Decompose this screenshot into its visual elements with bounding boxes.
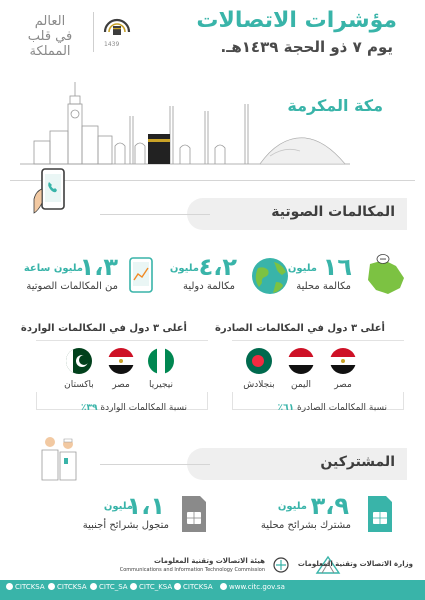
footer-handle-1[interactable] (6, 583, 45, 591)
incoming-note-label: نسبة المكالمات الواردة (100, 403, 187, 413)
footer-handle-4[interactable] (130, 583, 172, 591)
footer-handle-2[interactable] (48, 583, 87, 591)
logo-caption-line-2: في قلب (27, 29, 73, 44)
incoming-rule (36, 340, 208, 341)
roaming-subscribers-desc: متجول بشرائح أجنبية (82, 520, 169, 531)
incoming-country-3: باكستان (64, 380, 94, 390)
footer-handle-text: CITCKSA (183, 583, 213, 591)
yemen-flag-icon (288, 348, 314, 374)
sim-card-icon (180, 494, 208, 534)
social-icon (174, 583, 181, 590)
pilgrim-icon (34, 432, 86, 484)
pakistan-flag-icon (66, 348, 92, 374)
globe-icon (220, 583, 227, 590)
logo-caption (10, 14, 90, 59)
subscribers-title: المشتركين (320, 454, 395, 470)
intl-calls-value: ٤،٢ (198, 253, 237, 281)
speech-bubble-icon (376, 254, 390, 266)
egypt-flag-icon (330, 348, 356, 374)
local-calls-value: ١٦ (322, 253, 352, 281)
citc-name: هيئة الاتصالات وتقنية المعلومات (153, 557, 265, 565)
logo-caption-line-1: العالم (34, 14, 66, 29)
outgoing-country-2: اليمن (290, 380, 311, 390)
voice-title: المكالمات الصوتية (271, 204, 395, 220)
citc-logo-icon (270, 556, 292, 574)
outgoing-note (278, 403, 387, 413)
bangladesh-flag-icon (246, 348, 272, 374)
logo-year: 1439 (104, 41, 120, 48)
sim-card-icon (366, 494, 394, 534)
roaming-subscribers-value: ١،١ (126, 492, 165, 520)
intl-calls-unit: مليون (169, 263, 199, 274)
kaaba-skyline-illustration (20, 76, 350, 176)
local-subscribers-unit: مليون (277, 501, 307, 512)
city-name: مكة المكرمة (287, 96, 383, 115)
footer-handle-text: CITC_KSA (139, 583, 173, 591)
footer-handle-3[interactable] (90, 583, 128, 591)
local-calls-desc: مكالمة محلية (296, 281, 351, 292)
local-subscribers-desc: مشترك بشرائح محلية (260, 520, 351, 531)
mcit-name: وزارة الاتصالات وتقنية المعلومات (297, 560, 413, 568)
local-calls-unit: مليون (287, 263, 317, 274)
banner-rule (100, 464, 210, 465)
incoming-country-1: نيجيريا (149, 380, 173, 390)
call-hours-value: ١،٣ (79, 253, 118, 281)
logo-caption-line-3: المملكة (29, 44, 71, 59)
outgoing-country-1: مصر (334, 380, 352, 390)
call-hours-unit: مليون ساعة (23, 263, 83, 274)
outgoing-note-label: نسبة المكالمات الصادرة (297, 403, 387, 413)
incoming-note-value: ٣٩٪ (81, 403, 98, 413)
social-icon (48, 583, 55, 590)
incoming-title: أعلى ٣ دول في المكالمات الواردة (20, 323, 187, 334)
local-subscribers-value: ٣،٩ (310, 492, 349, 520)
intl-calls-desc: مكالمة دولية (182, 281, 235, 292)
social-icon (130, 583, 137, 590)
tablet-chart-icon (128, 256, 154, 294)
footer-handle-5[interactable] (174, 583, 213, 591)
outgoing-note-value: ٦١٪ (277, 403, 295, 413)
citc-name-en: Communications and Information Technology Commission (119, 567, 265, 573)
social-icon (90, 583, 97, 590)
outgoing-rule (232, 340, 404, 341)
footer-handle-text: CITCKSA (15, 583, 45, 591)
page-title: مؤشرات الاتصالات (196, 8, 397, 33)
incoming-note (81, 403, 187, 413)
footer-website[interactable] (220, 583, 285, 591)
footer-handle-text: CITCKSA (57, 583, 87, 591)
social-icon (6, 583, 13, 590)
page-subtitle: يوم ٧ ذو الحجة ١٤٣٩هـ. (220, 38, 393, 56)
egypt-flag-icon (108, 348, 134, 374)
globe-icon (250, 256, 290, 296)
roaming-subscribers-unit: مليون (103, 501, 133, 512)
logo-divider (93, 12, 94, 52)
footer-handle-text: CITC_SA (99, 583, 128, 591)
banner-rule (100, 214, 210, 215)
outgoing-country-3: بنجلادش (243, 380, 275, 390)
nigeria-flag-icon (148, 348, 174, 374)
outgoing-title: أعلى ٣ دول في المكالمات الصادرة (215, 323, 385, 334)
footer-website-text: www.citc.gov.sa (229, 583, 285, 591)
call-hours-desc: من المكالمات الصوتية (26, 281, 118, 292)
phone-icon (30, 165, 78, 221)
incoming-country-2: مصر (112, 380, 130, 390)
